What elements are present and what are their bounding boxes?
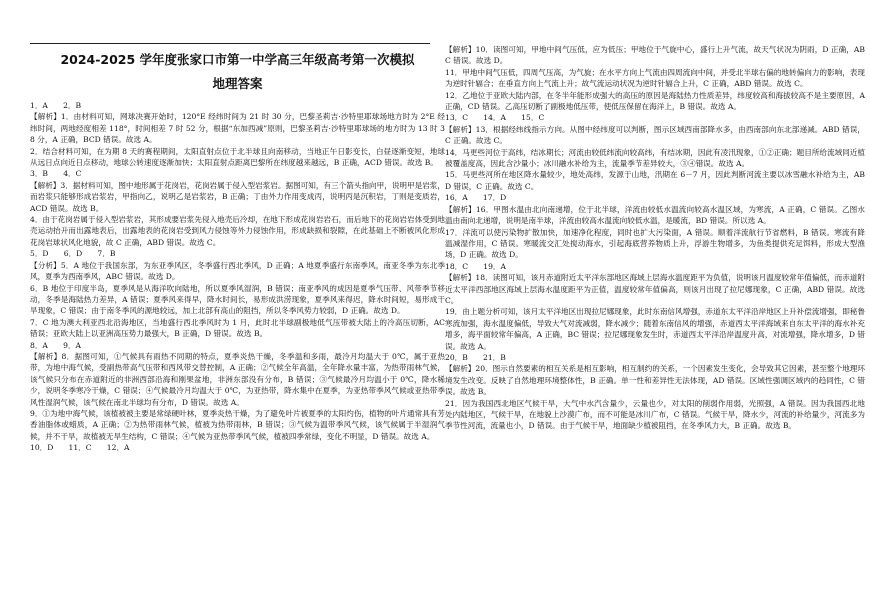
answer-paragraph: 【分析】5．A 地位于我国东部，为东亚季风区，冬季盛行西北季风，D 正确；A 地夏季盛行东南季风，南亚冬季为东北季风，夏季为西南季风，ABC 错误。故选 D。 [30,260,445,282]
top-rule [30,43,430,44]
left-column [30,52,445,454]
answer-paragraph: 16．A 17．D [445,193,507,203]
answer-paragraph: 2．结合材料可知，在为期 8 天的赛程期间，太阳直射点位于北半球且向南移动，当地正午日影变长，白昼逐渐变短，地球从远日点向近日点移动，地球公转速度逐渐加快；太阳直射点距离巴黎所在纬度越来越远，B 正确，ACD 错误。故选 B。 [30,146,445,168]
answer-paragraph: 11．甲地中间气压低，四周气压高，为气旋；在水平方向上气流由四周流向中间，并受北半球右偏的地转偏向力的影响，表现为逆时针辐合；在垂直方向上气流上升；故气流运动状况为逆时针辐合上升，C 正确，ABD 错误。故选 C。 [445,67,865,89]
answer-paragraph: 【解析】18．读图可知，该月赤道附近太平洋东部地区海域上层海水温度距平为负值，说明该月温度较常年值偏低，而赤道附近太平洋西部地区海域上层海水温度距平为正值，温度较常年值偏高，则该月出现了拉尼娜现象，C 正确，ABD 错误。故选 C。 [445,273,865,305]
answer-paragraph: 【解析】10．读图可知，甲地中间气压低，应为低压；甲地位于气旋中心，盛行上升气流，故天气状况为阴雨，D 正确，ABC 错误。故选 D。 [445,45,865,66]
answer-paragraph: 19．由上题分析可知，该月太平洋地区出现拉尼娜现象，此时东南信风增强，赤道东太平洋沿岸地区上升补偿流增强，即秘鲁寒流加强，海水温度偏低，导致大气对流减弱，降水减少；随着东南信风的增强，赤道西太平洋海域来自东太平洋的海水补充增多，海平面较常年偏高，A 正确，BC 错误；拉尼娜现象发生时，赤道西太平洋沿岸温度升高，对流增强，降水增多，D 错误。故选 A。 [445,307,865,351]
answer-paragraph: 10．D 11．C 12．A [30,443,130,453]
document-title: 2024-2025 学年度张家口市第一中学高三年级高考第一次模拟 [60,52,415,67]
answer-paragraph: 【解析】16．甲图水温由北向南递增，位于北半球，洋流由较低水温流向较高水温区域，为寒流，A 正确，C 错误。乙图水温由南向北递增，说明是南半球，洋流由较高水温流向较低水温，是暖流，BD 错误。所以选 A。 [445,204,865,226]
answer-paragraph: 【解析】20．图示自然要素的相互关系是相互影响，相互制约的关系，一个因素发生变化，会导致其它因素，甚至整个地理环境发生改变。反映了自然地理环境整体性，B 正确。单一性和差异性无法体现，AD 错误。区域性强调区域内的趋同性，C 错误。故选 B。 [445,364,865,397]
answer-paragraph: 【解析】8．据图可知，①气候具有雨热不同期的特点，夏季炎热干燥，冬季温和多雨，最冷月均温大于 0℃，属于亚热带，为地中海气候，受副热带高气压带和西风带交替控制，A 正确；②气候全年高温，全年降水量丰富，为热带雨林气候，该气候只分布在赤道附近的非洲西部沿海和刚果盆地，非洲东部没有分布，B 错误；③气候最冷月均温小于 0℃，降水稀少，说明冬季寒冷干燥，C 错误；④气候最冷月均温大于 0℃，为亚热带，降水集中在夏季，为亚热带季风气候或亚热带季风性湿润气候，该气候在南北半球均有分布，D 错误。故选 A。 [30,351,445,407]
answer-paragraph: 13．C 14．A 15．C [445,113,545,123]
answer-paragraph: 12．乙地位于亚欧大陆内部，在冬半年能形成强大的高压的原因是海陆热力性质差异，纬度较高和海拔较高不是主要原因，A 正确，CD 错误。乙高压切断了副极地低压带，使低压保留在海洋上，B 错误。故选 A。 [445,90,865,112]
answer-paragraph: 18．C 19．A [445,261,506,271]
answer-paragraph: 6．B 地位于印度半岛，夏季风是从海洋吹向陆地，所以夏季风湿润，B 错误；南亚季风的成因是夏季气压带、风带季节移动，冬季是海陆热力差异，A 错误；夏季风来得早，降水时间长，易形成洪涝现象，夏季风来得迟，降水时间短，易形成干旱现象，C 错误；由于南冬季风的源地较远，加上北部有高山的阻挡，所以冬季风势力较弱，D 正确。故选 D。 [30,283,445,316]
answer-paragraph: 4．由于花岗岩属于侵入型岩浆岩，其形成要岩浆先侵入地壳后冷却，在地下形成花岗岩岩石，而后地下的花岗岩岩体受到地壳运动抬升而出露地表后，出露地表的花岗岩受到风力侵蚀等外力侵蚀作用，形成缺损和裂隙，在此基础上不断被风化形成花岗岩球状风化地貌，故 C 正确，ABD 错误。故选 C。 [30,215,445,247]
answer-paragraph: 8．A 9．A [30,340,82,350]
document-subtitle: 地理答案 [212,76,263,91]
answer-paragraph: 15．马更些河所在地区降水量较少，地处高纬，发源于山地，汛期在 6－7 月，因此判断河流主要以冰雪融水补给为主，ABD 错误，C 正确。故选 C。 [445,170,865,191]
left-paragraphs [30,100,445,454]
answer-paragraph: 7．C 地为澳大利亚西北沿海地区，当地盛行西北季风时为 1 月，此时北半球副极地低气压带被大陆上的冷高压切断，AC 错误；亚欧大陆上以亚洲高压势力最强大，B 正确，D 错误。故选 B。 [30,317,445,339]
right-column [445,44,865,432]
answer-paragraph: 14．马更些河位于高纬，结冰期长；河流由较低纬流向较高纬，有结冰期，因此有凌汛现象，①②正确；题目所给流域同近植被覆盖度高，因此含沙量小；冰川融水补给为主，流量季节差异较大，③④错误。故选 A。 [445,147,865,169]
right-paragraphs [445,44,865,432]
answer-paragraph: 9．①为地中海气候，该植被被主要是常绿硬叶林，夏季炎热干燥，为了避免叶片被夏季的太阳灼伤，植物的叶片通常具有芳香油脂体或蜡质，A 正确；②为热带雨林气候，植被为热带雨林，B 错误；③气候为温带季风气候，该气候属于半湿润气候，并不干旱，故植被无旱生结构，C 错误；④气候为亚热带季风气候，植被四季常绿，变化不明显，D 错误。故选 A。 [30,408,445,441]
answer-paragraph: 【解析】13．根据经纬线指示方向。从图中经纬度可以判断，图示区域西南部降水多，由西南部向东北部递减。ABD 错误，C 正确。故选 C。 [445,124,865,146]
answer-paragraph: 1．A 2．B [30,101,82,110]
answer-paragraph: 【解析】1．由材料可知，网球决赛开始时，120°E 经纬时间为 21 时 30 分，巴黎圣莉吉·沙特里耶球场地方时为 2°E 经纬时间，两地经度相差 118°，时间相差 7 时 52 分，根据“东加西减”原则，巴黎圣莉吉·沙特里耶球场的地方时为 13 时 38 分，A 正确，BCD 错误。故选 A。 [30,112,445,145]
answer-paragraph: 17．洋流可以使污染物扩散加快，加速净化程度，同时也扩大污染面，A 错误。顺着洋流航行节省燃料，B 错误。寒流有降温减湿作用，C 错误。寒暖流交汇处搅动海水，引起海底营养物质上升，浮游生物增多，为鱼类提供充足饵料，形成大型渔场，D 正确。故选 D。 [445,227,865,260]
answer-paragraph: 5．D 6．D 7．B [30,249,116,259]
answer-paragraph: 20．B 21．B [445,352,506,362]
answer-paragraph: 21．因为我国西北地区气候干旱，大气中水汽含量少，云量也少，对太阳的削弱作用弱，光照强，A 错误。因为我国西北地处内陆地区，气候干旱，在地貌上沙漠广布，而不可能是冰川广布，C 错误。气候干旱，降水少，河流的补给量少，河流多为季节性河流，流量也小，D 错误。由于气候干旱，地面缺少植被阻挡，在冬季风力大，B 正确。故选 B。 [445,398,865,431]
answer-paragraph: 【解析】3．据材料可知，图中地形属于花岗岩，花岗岩属于侵入型岩浆岩。据图可知，有三个箭头指向甲，说明甲是岩浆，而岩浆只能够形成岩浆岩，甲指向乙，说明乙是岩浆岩，B 正确；丁由外力作用变成丙，说明丙是沉积岩，丁则是变质岩，ACD 错误。故选 B。 [30,180,445,213]
answer-paragraph: 3．B 4．C [30,169,82,179]
